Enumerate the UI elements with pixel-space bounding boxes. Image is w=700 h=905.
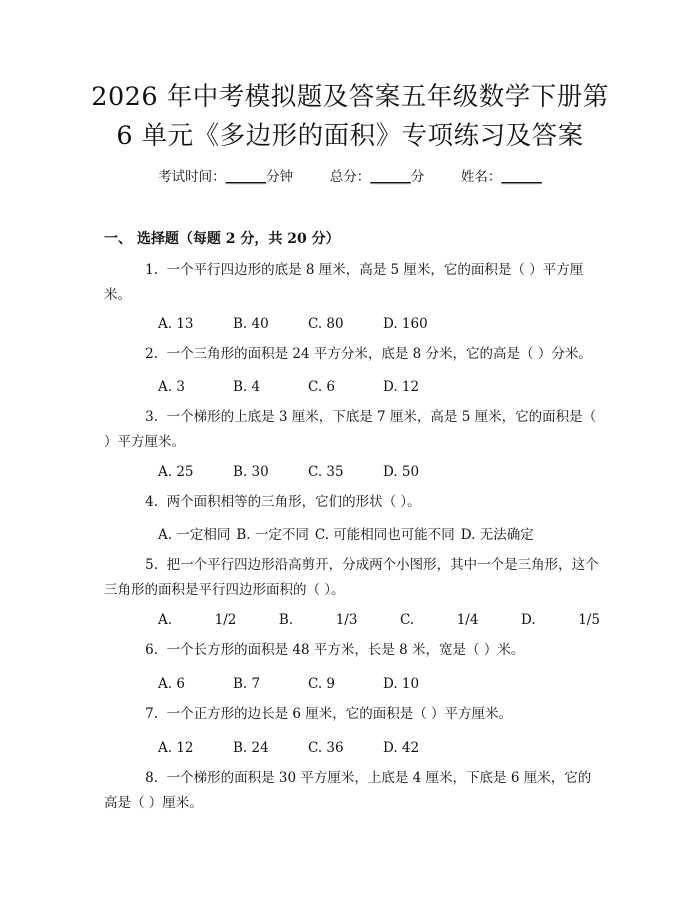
title-line-2: 6 单元《多边形的面积》专项练习及答案 <box>116 121 584 151</box>
option-c-letter: C. <box>399 612 415 628</box>
question-2 <box>104 342 600 367</box>
option-b-value: 1/3 <box>335 612 358 628</box>
option-d: D. 50 <box>383 464 420 480</box>
exam-info-line <box>0 167 700 187</box>
option-a: A. 一定相同 <box>158 527 231 543</box>
options-q1 <box>158 314 458 334</box>
option-a: A. 6 <box>158 676 185 692</box>
option-c: C. 80 <box>308 316 344 332</box>
question-number: 2. <box>145 346 158 362</box>
section-heading: 一、 选择题（每题 2 分，共 20 分） <box>104 231 340 247</box>
options-q5 <box>158 610 600 630</box>
question-stem: 一个梯形的面积是 30 平方厘米，上底是 4 厘米，下底是 6 厘米，它的高是（ ）厘米。 <box>104 770 592 811</box>
options-q3 <box>158 462 458 482</box>
time-unit: 分钟 <box>266 169 294 185</box>
question-number: 5. <box>145 557 158 573</box>
option-a-letter: A. <box>158 612 173 628</box>
option-c: C. 6 <box>308 379 336 395</box>
question-stem: 一个梯形的上底是 3 厘米，下底是 7 厘米，高是 5 厘米，它的面积是（ ）平方厘米。 <box>104 409 597 450</box>
option-c-value: 1/4 <box>456 612 479 628</box>
score-unit: 分 <box>410 169 425 185</box>
question-stem: 一个长方形的面积是 48 平方米，长是 8 米，宽是（ ）米。 <box>166 642 525 658</box>
question-1 <box>104 258 600 308</box>
option-c: C. 36 <box>308 740 344 756</box>
question-8 <box>104 766 600 816</box>
option-d-value: 1/5 <box>578 612 600 628</box>
question-stem: 一个平行四边形的底是 8 厘米，高是 5 厘米，它的面积是（ ）平方厘米。 <box>104 262 584 303</box>
option-d: D. 12 <box>383 379 420 395</box>
option-a-value: 1/2 <box>214 612 237 628</box>
question-stem: 两个面积相等的三角形，它们的形状（ ）。 <box>166 494 421 510</box>
options-q4 <box>158 525 540 545</box>
question-6 <box>104 638 600 663</box>
time-label: 考试时间： <box>158 169 226 185</box>
score-blank: ______ <box>370 169 411 185</box>
option-d: D. 10 <box>383 676 420 692</box>
question-stem: 一个正方形的边长是 6 厘米，它的面积是（ ）平方厘米。 <box>166 706 513 722</box>
option-b: B. 40 <box>233 316 269 332</box>
option-d: D. 无法确定 <box>460 527 534 543</box>
option-d-letter: D. <box>520 612 536 628</box>
option-a: A. 12 <box>158 740 194 756</box>
question-number: 1. <box>145 262 158 278</box>
option-d: D. 42 <box>383 740 420 756</box>
question-stem: 一个三角形的面积是 24 平方分米，底是 8 分米，它的高是（ ）分米。 <box>166 346 592 362</box>
option-d: D. 160 <box>383 316 428 332</box>
option-c: C. 35 <box>308 464 344 480</box>
option-b: B. 30 <box>233 464 269 480</box>
question-number: 6. <box>145 642 158 658</box>
name-label: 姓名： <box>460 169 502 185</box>
option-a: A. 25 <box>158 464 194 480</box>
question-stem: 把一个平行四边形沿高剪开，分成两个小图形，其中一个是三角形，这个三角形的面积是平行四边形面积的（ ）。 <box>104 557 599 598</box>
name-blank: ______ <box>501 169 542 185</box>
option-b: B. 7 <box>233 676 261 692</box>
option-a: A. 3 <box>158 379 185 395</box>
question-number: 3. <box>145 409 158 425</box>
option-b-letter: B. <box>278 612 294 628</box>
option-b: B. 4 <box>233 379 261 395</box>
question-number: 8. <box>145 770 158 786</box>
time-blank: ______ <box>225 169 267 185</box>
options-q6 <box>158 674 458 694</box>
option-b: B. 一定不同 <box>236 527 309 543</box>
option-c: C. 可能相同也可能不同 <box>314 527 455 543</box>
question-4 <box>104 490 600 515</box>
title-line-1: 2026 年中考模拟题及答案五年级数学下册第 <box>91 82 609 112</box>
question-7 <box>104 702 600 727</box>
options-q7 <box>158 738 458 758</box>
question-3 <box>104 405 600 455</box>
page-title <box>0 78 700 156</box>
question-number: 7. <box>145 706 158 722</box>
option-c: C. 9 <box>308 676 336 692</box>
question-number: 4. <box>145 494 158 510</box>
question-5 <box>104 553 600 603</box>
options-q2 <box>158 377 458 397</box>
option-b: B. 24 <box>233 740 269 756</box>
score-label: 总分： <box>329 169 371 185</box>
option-a: A. 13 <box>158 316 194 332</box>
